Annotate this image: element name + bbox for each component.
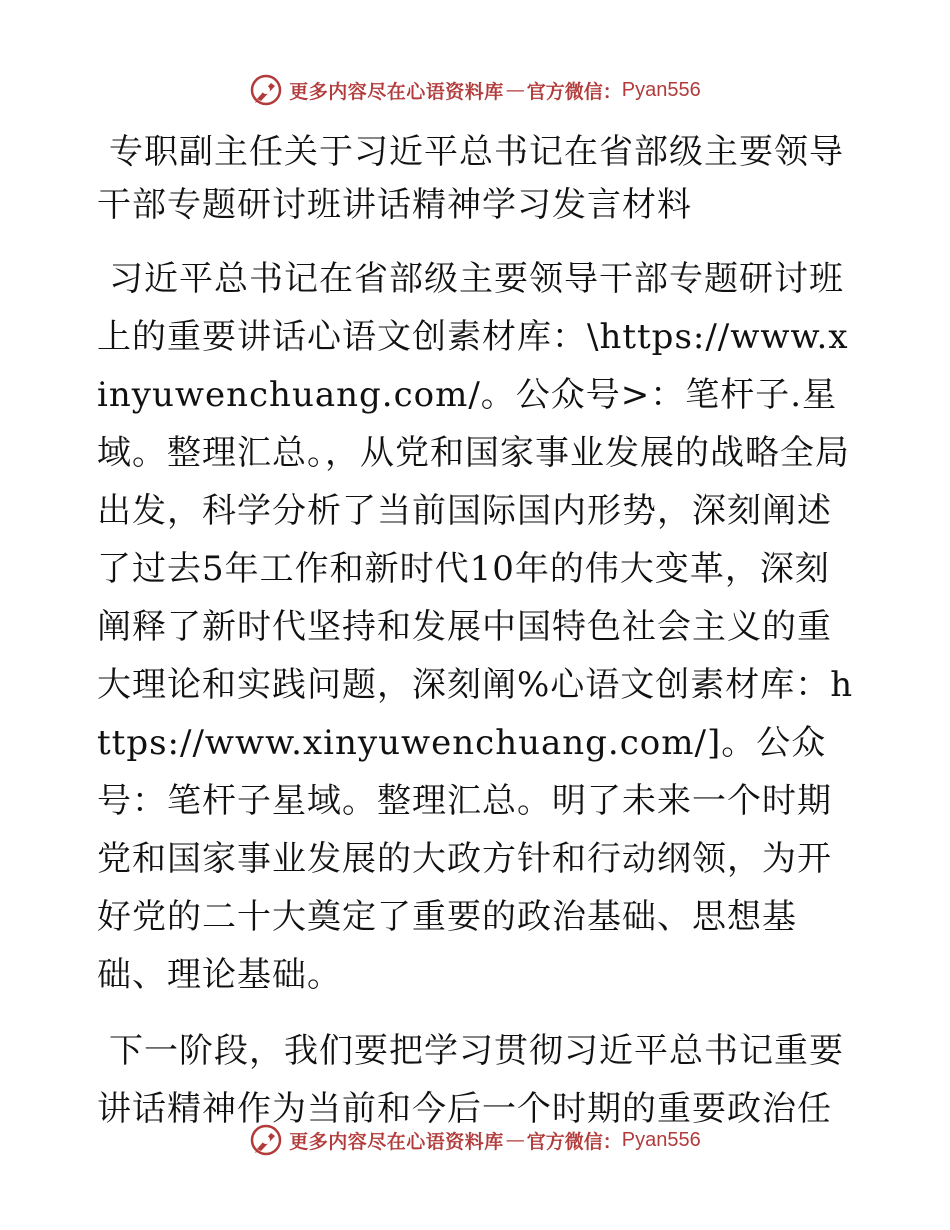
banner-wechat-id: Pyan556 <box>621 78 701 101</box>
footer-banner <box>0 1120 950 1160</box>
pen-logo-icon <box>249 73 283 107</box>
banner-wechat-id: Pyan556 <box>621 1128 701 1151</box>
paragraph: 习近平总书记在省部级主要领导干部专题研讨班上的重要讲话心语文创素材库：\https://www.xinyuwenchuang.com/。公众号>：笔杆子.星域。整理汇总。，从党和国家事业发展的战略全局出发，科学分析了当前国际国内形势，深刻阐述了过去5年工作和新时代10年的伟大变革，深刻阐释了新时代坚持和发展中国特色社会主义的重大理论和实践问题，深刻阐%心语文创素材库：https://www.xinyuwenchuang.com/]。公众号：笔杆子星域。整理汇总。明了未来一个时期党和国家事业发展的大政方针和行动纲领，为开好党的二十大奠定了重要的政治基础、思想基础、理论基础。 <box>97 259 854 995</box>
pen-logo-icon <box>249 1123 283 1157</box>
document-title: 专职副主任关于习近平总书记在省部级主要领导干部专题研讨班讲话精神学习发言材料 <box>97 132 844 225</box>
banner-slogan: 更多内容尽在心语资料库 <box>289 1130 504 1153</box>
banner-dash: — <box>505 1129 525 1151</box>
banner-slogan: 更多内容尽在心语资料库 <box>289 80 504 103</box>
paragraph: 下一阶段，我们要把学习贯彻习近平总书记重要讲话精神作为当前和今后一个时期的重要政治任 <box>97 1031 844 1129</box>
banner-dash: — <box>505 79 525 101</box>
header-banner <box>0 70 950 110</box>
banner-official-label: 官方微信： <box>526 1130 622 1153</box>
banner-official-label: 官方微信： <box>526 80 622 103</box>
document-body <box>97 120 857 1138</box>
